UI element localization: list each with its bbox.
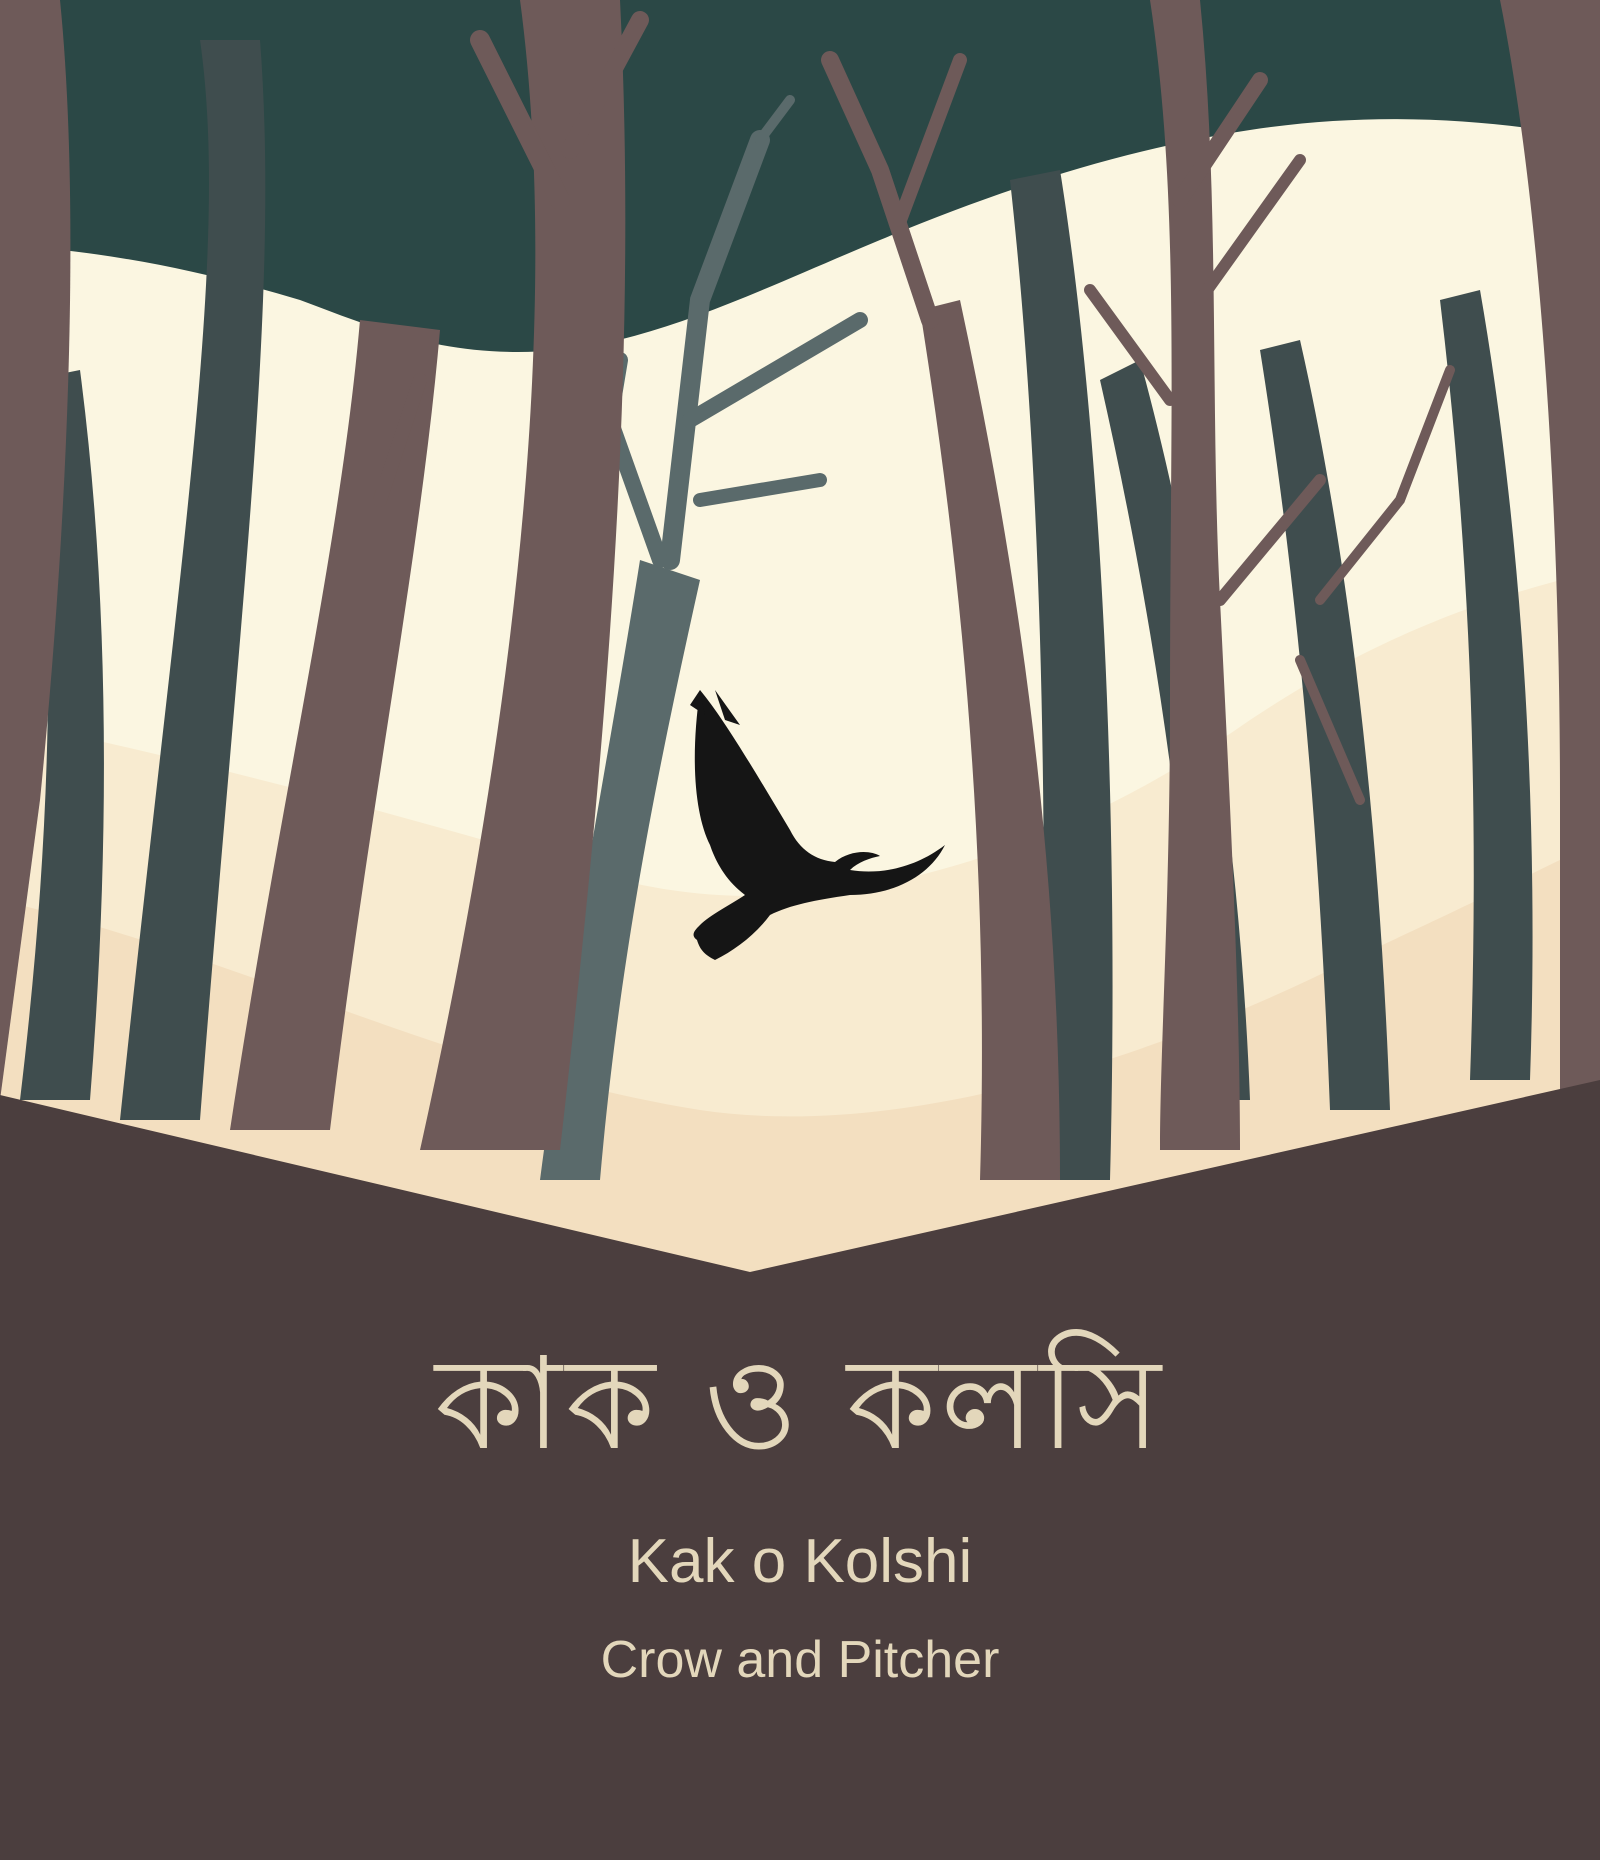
title-english: Crow and Pitcher — [600, 1631, 1000, 1689]
title-bengali: কাক ও কলসি — [435, 1330, 1165, 1479]
title-transliteration: Kak o Kolshi — [627, 1527, 973, 1596]
title-block — [0, 1330, 1600, 1694]
